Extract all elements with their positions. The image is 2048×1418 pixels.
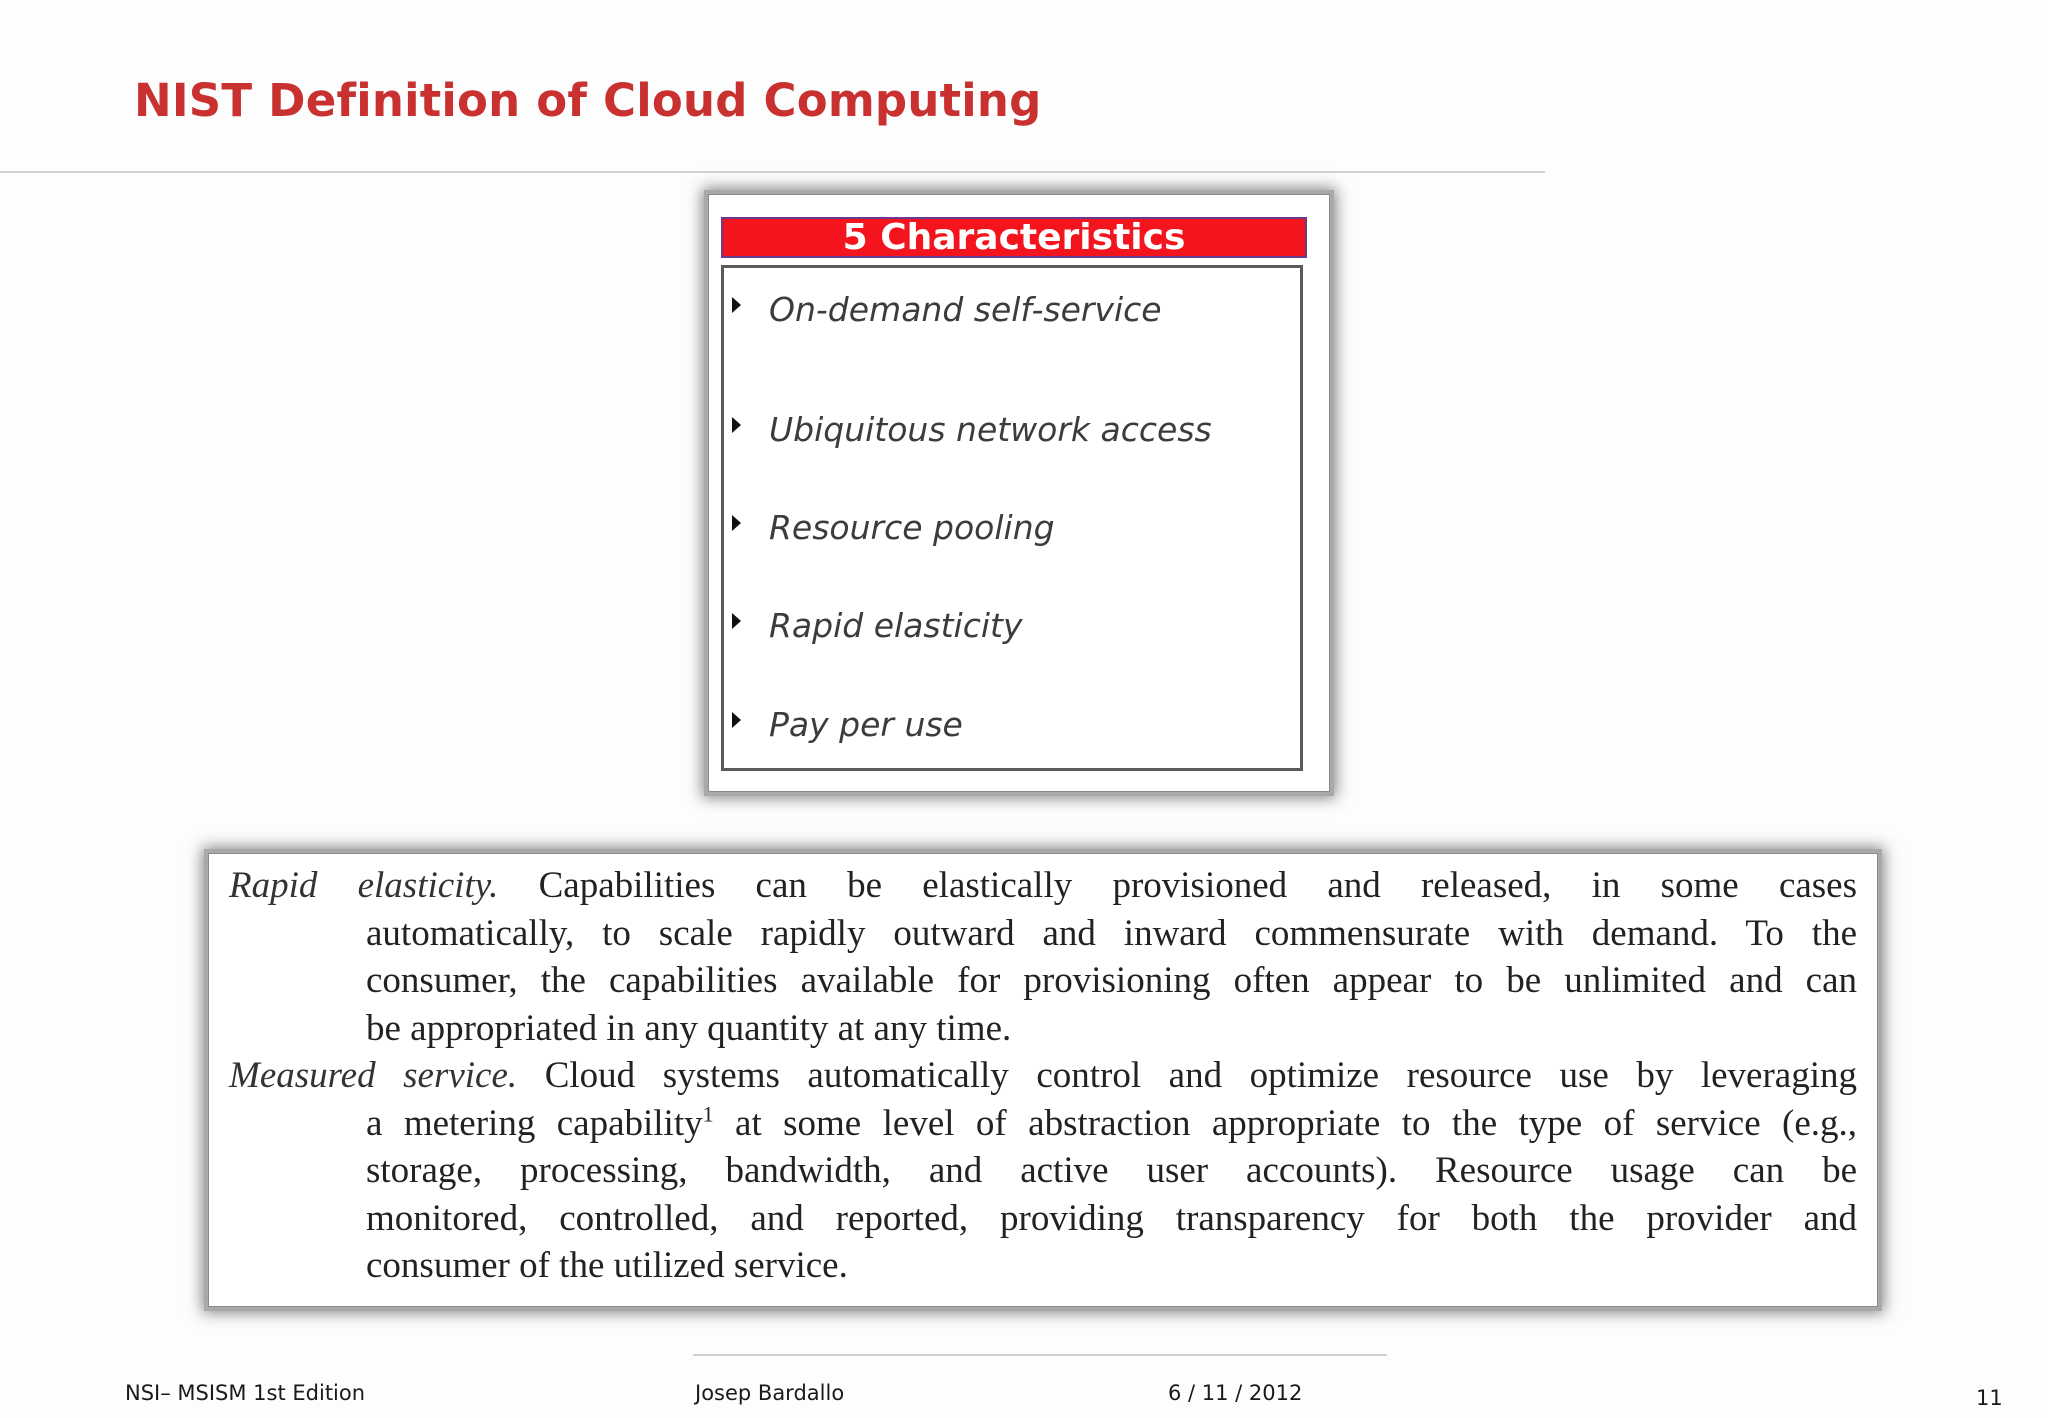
measured-service-definition — [229, 1052, 1857, 1290]
characteristic-label: Resource pooling — [769, 508, 1055, 547]
footnote-mark: 1 — [702, 1101, 714, 1127]
bullet-arrow-icon — [732, 712, 741, 728]
bullet-arrow-icon — [732, 515, 741, 531]
characteristic-label: Pay per use — [769, 705, 963, 744]
characteristic-label: Rapid elasticity — [769, 606, 1023, 645]
rapid-elasticity-definition — [229, 862, 1857, 1052]
definition-line: consumer, the capabilities available for provisioning often appear to be unlimited and can — [366, 960, 1857, 1001]
footer-course: NSI– MSISM 1st Edition — [125, 1381, 366, 1405]
definition-term: Rapid elasticity. — [229, 865, 499, 906]
page-number: 11 — [1976, 1386, 2003, 1410]
title-divider — [0, 171, 1545, 173]
characteristics-header: 5 Characteristics — [721, 217, 1307, 258]
characteristics-list — [721, 265, 1303, 771]
bullet-arrow-icon — [732, 613, 741, 629]
definition-line — [229, 1052, 1857, 1100]
footer-divider — [693, 1354, 1387, 1356]
definition-line: automatically, to scale rapidly outward and inward commensurate with demand. To the — [366, 912, 1857, 954]
characteristics-box — [708, 194, 1330, 792]
definition-line: storage, processing, bandwidth, and active user accounts). Resource usage can be — [366, 1150, 1857, 1191]
definition-line — [229, 862, 1857, 910]
definition-term: Measured service. — [229, 1055, 518, 1096]
characteristic-label: Ubiquitous network access — [769, 410, 1212, 449]
definition-text: a metering capability — [366, 1102, 703, 1144]
definition-line: be appropriated in any quantity at any time. — [366, 1007, 1012, 1049]
definition-line: monitored, controlled, and reported, providing transparency for both the provider and — [366, 1197, 1857, 1239]
bullet-arrow-icon — [732, 417, 741, 433]
definition-text: at some level of abstraction appropriate to the type of service (e.g., — [735, 1102, 1858, 1144]
definition-line: consumer of the utilized service. — [366, 1245, 848, 1286]
definition-line — [229, 1100, 1857, 1148]
characteristic-label: On-demand self-service — [769, 290, 1162, 329]
definition-text: Capabilities can be elastically provisioned and released, in some cases — [538, 865, 1858, 906]
slide-title: NIST Definition of Cloud Computing — [134, 74, 1042, 127]
footer-date: 6 / 11 / 2012 — [1168, 1381, 1303, 1405]
definition-text: Cloud systems automatically control and optimize resource use by leveraging — [544, 1055, 1858, 1096]
definitions-box — [208, 853, 1878, 1307]
bullet-arrow-icon — [732, 297, 741, 313]
footer-author: Josep Bardallo — [695, 1381, 845, 1405]
